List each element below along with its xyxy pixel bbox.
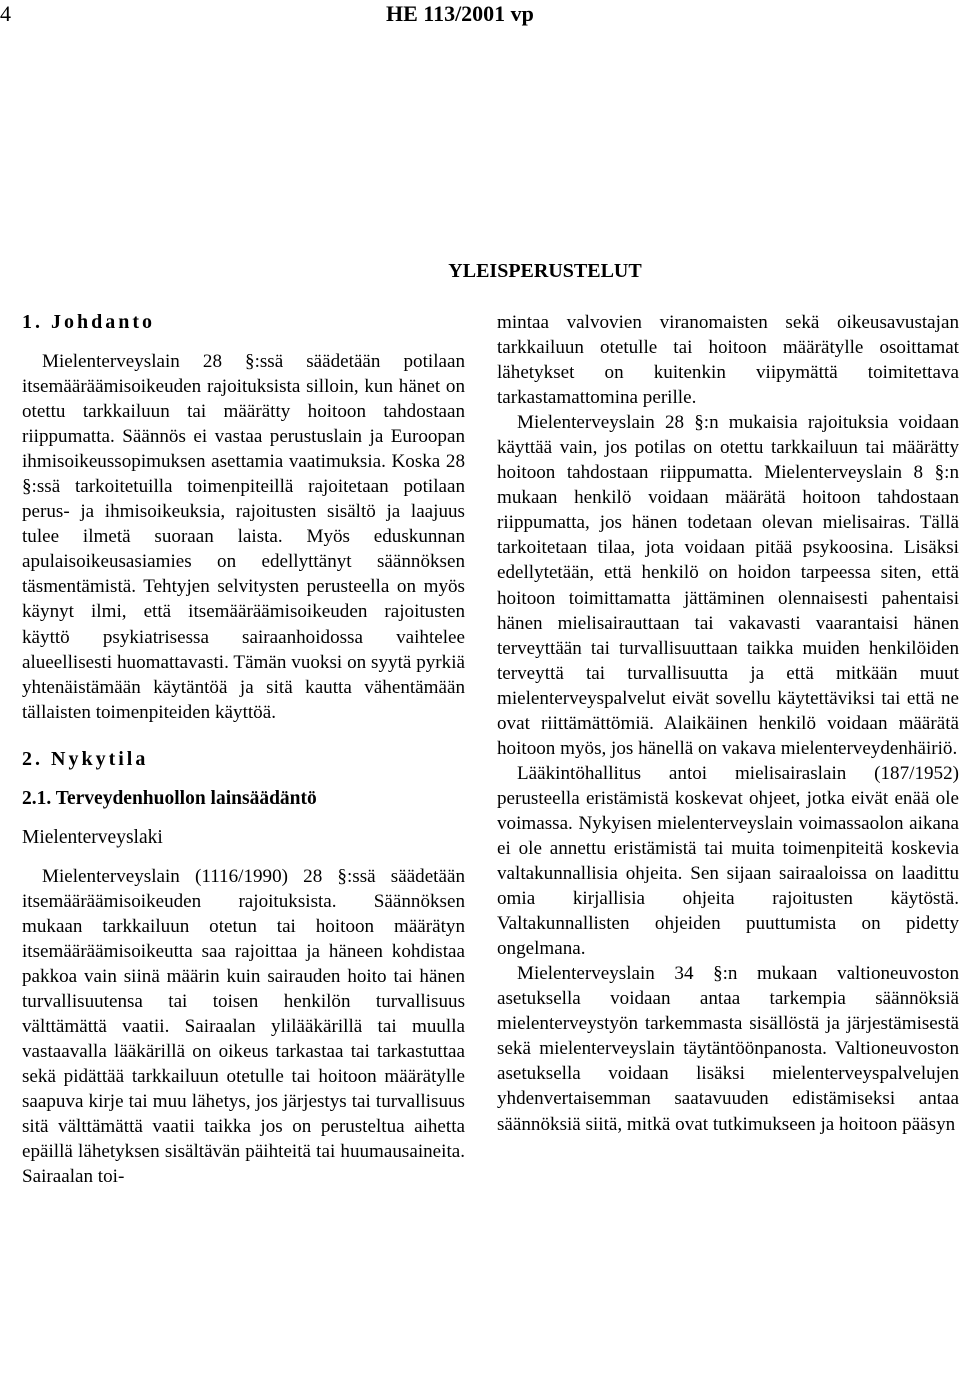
law-title: Mielenterveyslaki xyxy=(22,826,163,848)
paragraph-section-34: Mielenterveyslain 34 §:n mukaan valtioneuvoston asetuksella voidaan antaa tarkempia säännöksiä mielenterveystyön tarkemmasta sisällöstä ja järjestämisestä sekä mielenterveyslain täytäntöönpanosta. Valtioneuvoston asetuksella voidaan lisäksi mielenterveyspalvelujen yhdenvertaisemman saatavuuden edistämiseksi antaa säännöksiä siitä, mitkä ovat tutkimukseen ja hoitoon pääsyn xyxy=(497,963,959,1135)
document-id: HE 113/2001 vp xyxy=(386,1,534,26)
page-number: 4 xyxy=(0,1,11,26)
paragraph-guidelines: Lääkintöhallitus antoi mielisairaslain (187/1952) perusteella eristämistä koskevat ohjeet, jotka eivät enää ole voimassa. Nykyisen mielenterveyslain voimassaolon aikana ei ole annettu eristämistä tai muita toimenpiteitä koskevia valtakunnallisia ohjeita. Sen sijaan sairaaloissa on laadittu omia kirjallisia ohjeita rajoitusten käytöstä. Valtakunnallisten ohjeiden puuttumista on pidetty ongelmana. xyxy=(497,762,959,960)
right-column xyxy=(497,310,959,1137)
section-heading-johdanto: 1. Johdanto xyxy=(22,311,156,333)
left-column xyxy=(22,310,465,1189)
main-heading: YLEISPERUSTELUT xyxy=(448,260,642,282)
paragraph-restrictions: Mielenterveyslain 28 §:n mukaisia rajoituksia voidaan käyttää vain, jos potilas on otettu tarkkailuun tai määrätty hoitoon tahdostaan riippumatta. Mielenterveyslain 8 §:n mukaan henkilö voidaan määrätä hoitoon tahdostaan riippumatta, jos hänen todetaan olevan mielisairas. Tällä tarkoitetaan tilaa, jota voidaan pitää psykoosina. Lisäksi edellytetään, että henkilö on hoidon tarpeessa siten, että hoitoon toimittamatta jättäminen olennaisesti pahentaisi hänen mielisairauttaan tai vakavasti vaarantaisi hänen terveyttään tai turvallisuuttaan taikka muiden henkilöiden terveyttä tai turvallisuutta ja että mitkään muut mielenterveyspalvelut eivät sovellu käytettäviksi tai että ne ovat riittämättömiä. Alaikäinen henkilö voidaan määrätä hoitoon myös, jos hänellä on vakava mielenterveydenhäiriö. xyxy=(497,412,959,759)
paragraph-law-section-28: Mielenterveyslain (1116/1990) 28 §:ssä säädetään itsemääräämisoikeuden rajoituksista. Säännöksen mukaan tarkkailuun otetun tai hoitoon määrätyn itsemääräämisoikeutta saa rajoittaa ja häneen kohdistaa pakkoa vain siinä määrin kuin sairauden hoito tai hänen turvallisuutensa tai toisen henkilön turvallisuus välttämättä vaatii. Sairaalan ylilääkärillä tai muulla vastaavalla lääkärillä on oikeus tarkastaa tai tarkastuttaa sekä pidättää tarkkailuun otetulle tai hoitoon määrätylle saapuva kirje tai muu lähetys, jos järjestys tai turvallisuus sitä välttämättä vaatii taikka jos on perusteltua aihetta epäillä lähetyksen sisältävän päihteitä tai huumausaineita. Sairaalan toi- xyxy=(22,865,465,1188)
subsection-heading: 2.1. Terveydenhuollon lainsäädäntö xyxy=(22,787,317,809)
section-heading-nykytila: 2. Nykytila xyxy=(22,747,149,770)
paragraph-continuation: mintaa valvovien viranomaisten sekä oikeusavustajan tarkkailuun otetulle tai hoitoon määrätylle osoittamat lähetykset on kuitenkin viipymättä toimitettava tarkastamattomina perille. xyxy=(497,312,959,409)
paragraph-introduction: Mielenterveyslain 28 §:ssä säädetään potilaan itsemääräämisoikeuden rajoituksista silloin, kun hänet on otettu tarkkailuun tai määrätty hoitoon tahdostaan riippumatta. Säännös ei vastaa perustuslain ja Euroopan ihmisoikeussopimuksen asettamia vaatimuksia. Koska 28 §:ssä tarkoitetuilla toimenpiteillä rajoitetaan potilaan perus- ja ihmisoikeuksia, rajoitusten sisältö ja laajuus tulee ilmetä suoraan laista. Myös eduskunnan apulaisoikeusasiamies on edellyttänyt säännöksen täsmentämistä. Tehtyjen selvitysten perusteella on myös käynyt ilmi, että itsemääräämisoikeuden rajoitusten käyttö psykiatrisessa sairaanhoidossa vaihtelee alueellisesti huomattavasti. Tämän vuoksi on syytä pyrkiä yhtenäistämään käytäntöä ja sitä kautta vähentämään tällaisten toimenpiteiden käyttöä. xyxy=(22,351,465,723)
